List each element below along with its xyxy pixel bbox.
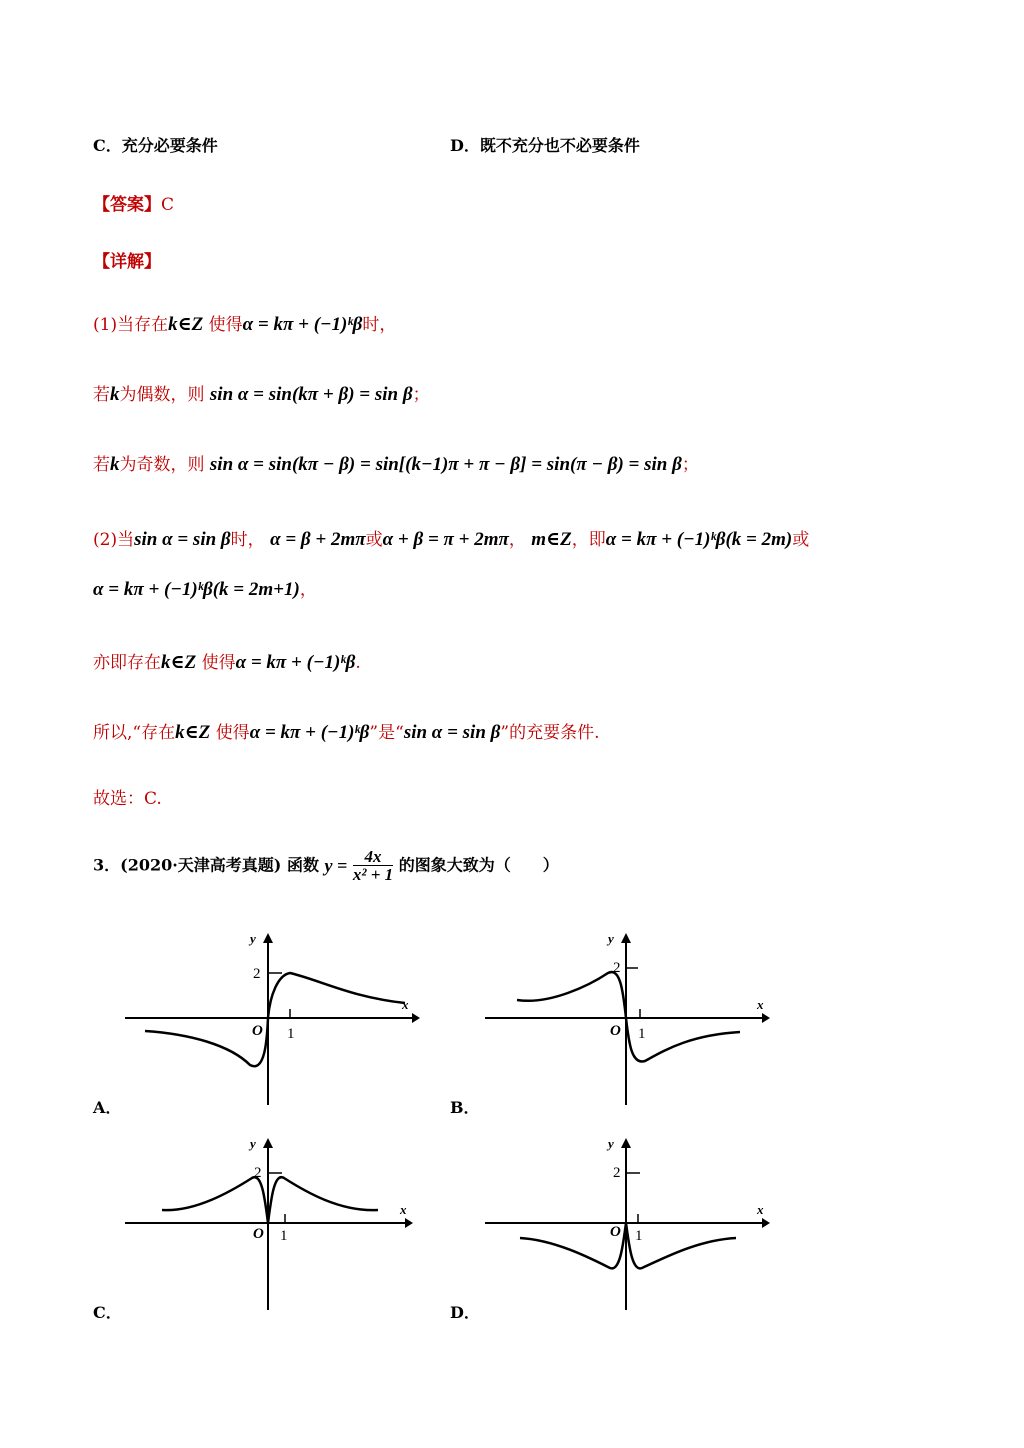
- answer-value: C: [161, 195, 175, 215]
- text-segment: 使得: [215, 723, 250, 743]
- question-3: [93, 848, 559, 883]
- fraction-numerator: 4x: [353, 848, 393, 866]
- x-axis-arrow: [412, 1013, 420, 1023]
- y-axis-arrow: [263, 933, 273, 943]
- math-sin-even: sin α = sin(kπ + β) = sin β: [209, 384, 413, 405]
- two-label: 2: [254, 1165, 262, 1181]
- explanation-line-6: [93, 648, 361, 674]
- math-k: k: [110, 384, 120, 405]
- text-segment: .: [355, 653, 361, 673]
- detail-label: 【详解】: [93, 252, 161, 272]
- text-segment: 使得: [201, 653, 236, 673]
- text-segment: 为偶数，则: [119, 385, 205, 405]
- y-label: y: [608, 1136, 614, 1151]
- text-segment: 或: [792, 530, 810, 550]
- y-axis-arrow: [621, 933, 631, 943]
- text-segment: 或: [365, 530, 383, 550]
- origin-label: O: [253, 1226, 264, 1242]
- y-label: y: [250, 1136, 256, 1151]
- question-fraction: [353, 848, 393, 883]
- answer-label: 【答案】: [93, 195, 161, 215]
- fraction-denominator: x² + 1: [352, 865, 394, 884]
- two-label: 2: [613, 960, 621, 976]
- graph-a: [120, 925, 420, 1110]
- text-segment: (1)当存在: [93, 315, 169, 335]
- math-k: k: [110, 454, 120, 475]
- y-axis-arrow: [621, 1138, 631, 1148]
- text-segment: 若: [93, 385, 110, 405]
- math-sin-equal: sin α = sin β: [134, 529, 231, 550]
- math-alpha-beta-2m: α = β + 2mπ: [270, 529, 366, 550]
- explanation-line-7: [93, 718, 599, 744]
- math-alpha-eq: α = kπ + (−1)ᵏβ: [249, 722, 370, 743]
- question-prefix: 3．(2020·天津高考真题) 函数: [93, 855, 319, 875]
- explanation-line-5: [93, 575, 317, 601]
- curve: [520, 1223, 736, 1268]
- graph-c-option: C．: [93, 1303, 122, 1322]
- explanation-line-8: 故选：C.: [93, 789, 162, 809]
- curve: [162, 1177, 378, 1223]
- x-label: x: [402, 997, 409, 1012]
- explanation-line-1: [93, 310, 396, 336]
- graph-b: [480, 925, 780, 1110]
- x-axis-arrow: [762, 1013, 770, 1023]
- y-label: y: [250, 931, 256, 946]
- two-label: 2: [613, 1165, 621, 1181]
- math-k-in-z: k∈Z: [175, 722, 211, 743]
- answer-line: [93, 190, 174, 215]
- math-k-in-z: k∈Z: [168, 314, 204, 335]
- text-segment: ，: [508, 530, 526, 550]
- explanation-line-2: [93, 380, 430, 406]
- question-y: y =: [324, 855, 348, 876]
- x-axis-arrow: [762, 1218, 770, 1228]
- text-segment: 若: [93, 455, 110, 475]
- graph-d: [480, 1130, 780, 1315]
- math-alpha-plus-beta: α + β = π + 2mπ: [382, 529, 509, 550]
- math-m-in-z: m∈Z: [531, 529, 572, 550]
- explanation-line-4: [93, 525, 809, 551]
- option-d: D．既不充分也不必要条件: [450, 136, 640, 155]
- math-k-eq-2m: α = kπ + (−1)ᵏβ(k = 2m): [605, 529, 793, 550]
- origin-label: O: [610, 1023, 621, 1039]
- text-segment: 所以,“存在: [93, 723, 176, 743]
- text-segment: (2)当: [93, 530, 135, 550]
- origin-label: O: [252, 1023, 263, 1039]
- one-label: 1: [635, 1228, 643, 1244]
- text-segment: 亦即存在: [93, 653, 161, 673]
- text-segment: ；: [681, 455, 699, 475]
- graph-d-option: D．: [450, 1303, 480, 1322]
- y-axis-arrow: [263, 1138, 273, 1148]
- origin-label: O: [610, 1224, 621, 1240]
- curve: [145, 973, 405, 1066]
- text-segment: 时，: [362, 315, 397, 335]
- math-k-eq-2m-plus-1: α = kπ + (−1)ᵏβ(k = 2m+1): [93, 579, 300, 600]
- math-k-in-z: k∈Z: [161, 652, 197, 673]
- y-label: y: [608, 931, 614, 946]
- x-axis-arrow: [405, 1218, 413, 1228]
- text-segment: ”的充要条件.: [500, 723, 600, 743]
- graph-a-option: A．: [93, 1098, 122, 1117]
- text-segment: 时，: [230, 530, 265, 550]
- graph-c: [120, 1130, 420, 1315]
- text-segment: ，: [299, 580, 317, 600]
- explanation-line-3: [93, 450, 699, 476]
- one-label: 1: [280, 1228, 288, 1244]
- question-suffix: 的图象大致为（ ）: [398, 855, 559, 875]
- x-label: x: [400, 1202, 407, 1217]
- one-label: 1: [638, 1026, 646, 1042]
- x-label: x: [757, 1202, 764, 1217]
- math-sin-equal: sin α = sin β: [403, 722, 501, 743]
- curve: [517, 972, 740, 1061]
- text-segment: 使得: [208, 315, 243, 335]
- text-segment: ”是“: [369, 723, 404, 743]
- two-label: 2: [253, 966, 261, 982]
- text-segment: ，即: [571, 530, 606, 550]
- graph-b-option: B．: [450, 1098, 480, 1117]
- x-label: x: [757, 997, 764, 1012]
- text-segment: 为奇数，则: [119, 455, 205, 475]
- one-label: 1: [287, 1026, 295, 1042]
- text-segment: ；: [412, 385, 430, 405]
- math-sin-odd: sin α = sin(kπ − β) = sin[(k−1)π + π − β] = sin(π − β) = sin β: [209, 454, 682, 475]
- math-alpha-eq: α = kπ + (−1)ᵏβ: [235, 652, 356, 673]
- option-c: C．充分必要条件: [93, 136, 218, 155]
- math-alpha-eq: α = kπ + (−1)ᵏβ: [242, 314, 363, 335]
